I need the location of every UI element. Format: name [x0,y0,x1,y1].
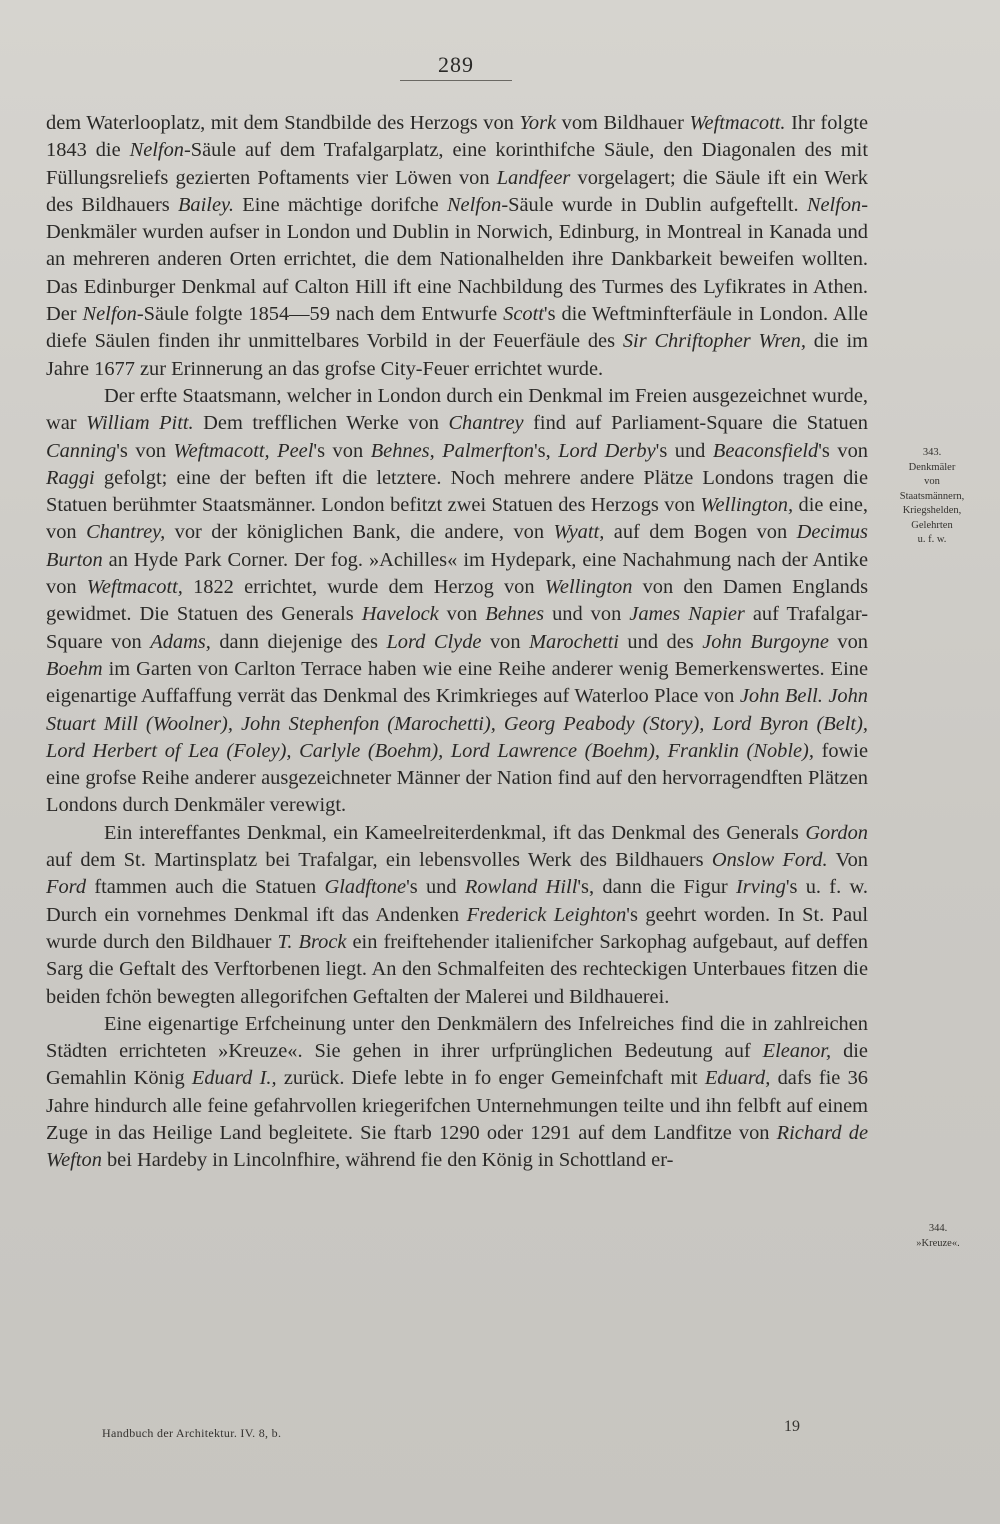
italic-name: Nelfon [446,193,502,216]
paragraph [46,820,868,1011]
paragraph [46,383,868,820]
page-number: 289 [438,52,474,77]
text-run: vorgelagert; die Säule ift ein Werk des Bildhauers [46,166,868,216]
text-run: -Säule folgte 1854—59 nach dem Entwurfe [136,303,504,326]
text-run: -Säule auf dem Trafalgarplatz, eine korinthifche Säule, den Diagonalen des mit Füllungsreliefs gezierten Poftaments vier Löwen von [46,139,868,189]
italic-name: Lord Clyde [386,630,482,653]
italic-name: Adams, [150,630,211,653]
margin-note-343 [876,446,988,548]
italic-name: Canning [46,439,117,462]
text-run: 's von [116,439,174,462]
text-run: die im Jahre 1677 zur Erinnerung an das grofse City-Feuer errichtet wurde. [46,330,869,380]
italic-name: Beaconsfield [712,439,819,462]
text-run: vom Bildhauer [556,112,690,134]
italic-name: Wellington [544,576,633,599]
text-run: dem Waterlooplatz, mit dem Standbilde des Herzogs von [46,112,520,134]
italic-name: Landfeer [496,166,571,189]
italic-name: Chantrey [448,412,524,435]
italic-name: Lord Derby [558,439,656,462]
italic-name: York [519,112,557,134]
text-run: gefolgt; eine der beften ift die letztere. Noch mehrere andere Plätze Londons tragen die Statuen berühmter Staatsmänner. London befitzt zwei Statuen des Herzogs von [46,466,868,517]
italic-name: Ford [46,876,87,899]
margin-note-line: von [924,476,940,487]
text-run: Ihr folgte 1843 die [46,112,868,162]
text-run: auf dem St. Martinsplatz bei Trafalgar, ein lebensvolles Werk des Bildhauers [46,849,712,872]
italic-name: Peel [277,439,314,462]
paragraph [46,110,868,383]
italic-name: Palmerfton [442,439,534,462]
text-run: bei Hardeby in Lincolnfhire, während fie den König in Schottland er- [101,1149,674,1172]
text-run: Ein intereffantes Denkmal, ein Kameelreiterdenkmal, ift das Denkmal des Generals [104,821,806,844]
text-run: Der erfte Staatsmann, welcher in London durch ein Denkmal im Freien ausgezeichnet wurde, war [46,384,868,435]
italic-name: John Stuart Mill (Woolner), John Stephenfon (Marochetti), Georg Peabody (Story), Lord Byron (Belt), Lord Herbert of Lea (Foley), Carlyle (Boehm), Lord Lawrence (Boehm), Franklin (Noble), [46,685,868,762]
text-run: ftammen auch die Statuen [86,876,325,899]
italic-name: William Pitt. [86,412,194,435]
text-run: an Hyde Park Corner. Der fog. »Achilles« im Hydepark, eine Nachahmung nach der Antike von [46,548,868,599]
italic-name: Eduard, [704,1067,771,1090]
text-run: find auf Parliament-Square die Statuen [523,412,868,435]
text-run: und des [618,630,703,653]
margin-note-line: »Kreuze«. [916,1237,960,1249]
text-run: ein freiftehender italienifcher Sarkophag aufgebaut, auf deffen Sarg die Geftalt des Verftorbenen liegt. An den Schmalfeiten des rechteckigen Unterbaues fitzen die beiden fchön bewegten allegorifchen Geftalten der Malerei und Bildhauerei. [46,930,868,1008]
text-run: die Gemahlin König [46,1040,868,1090]
text-run: von [481,630,530,653]
italic-name: Richard de Wefton [46,1121,869,1172]
italic-name: Weftmacott. [689,112,786,134]
italic-name: Irving [735,876,786,899]
body-text [46,110,868,1175]
text-run: -Säule wurde in Dublin aufgeftellt. [501,193,807,216]
italic-name: Boehm [46,657,103,680]
italic-name: Raggi [46,466,95,489]
margin-note-line: Kriegshelden, [902,505,962,516]
text-run: von [828,630,869,653]
italic-name: John Bell. [739,685,823,708]
text-run: 's und [655,439,713,462]
text-run: 's u. f. w. Durch ein vornehmes Denkmal ift das Andenken [46,876,868,926]
italic-name: Frederick Leighton [466,903,627,926]
italic-name: Bailey. [177,193,235,216]
text-run: 's, dann die Figur [577,876,736,899]
margin-note-line: u. f. w. [917,534,947,545]
text-run: 's und [406,876,465,899]
text-run: auf dem Bogen von [604,521,797,544]
italic-name: Sir Chriftopher Wren, [622,330,806,353]
italic-name: Marochetti [529,630,619,653]
italic-name: Gladftone [324,876,407,899]
italic-name: Chantrey, [86,521,166,544]
margin-note-number: 343. [922,447,942,458]
text-run: zurück. Diefe lebte in fo enger Gemeinfchaft mit [276,1067,705,1090]
text-run: dann diejenige des [210,630,387,653]
header-rule [400,80,512,81]
text-run: vor der königlichen Bank, die andere, von [165,521,554,544]
text-run: die eine, von [46,494,868,544]
text-run: 's von [818,439,868,462]
text-run: fowie eine grofse Reihe anderer ausgezeichneter Männer der Nation find auf den hervorragendften Plätzen Londons durch Denkmäler verewigt. [46,739,869,817]
italic-name: T. Brock [277,930,347,953]
italic-name: Wellington, [700,494,794,517]
text-run: 's die Weftminfterfäule in London. Alle diefe Säulen finden ihr unmittelbares Vorbild in der Feuerfäule des [46,303,868,353]
margin-note-line: Staatsmännern, [899,490,965,502]
text-run: von [438,603,486,626]
italic-name: Nelfon [806,193,862,216]
text-run: im Garten von Carlton Terrace haben wie eine Reihe anderer wenig Bemerkenswertes. Eine eigenartige Auffaffung verrät das Denkmal des Krimkrieges auf Waterloo Place von [46,657,868,708]
italic-name: Weftmacott, [173,439,270,462]
text-run: und von [544,603,630,626]
italic-name: Scott [503,303,544,326]
text-run: Dem trefflichen Werke von [193,412,449,435]
italic-name: Nelfon [82,303,137,326]
signature-mark: 19 [784,1418,800,1435]
text-run: Von [827,849,868,872]
paragraph [46,1011,868,1175]
italic-name: Behnes, [370,439,435,462]
footer-title: Handbuch der Architektur. IV. 8, b. [102,1426,282,1440]
italic-name: Eleanor, [762,1040,832,1063]
text-run: 's, [533,439,559,462]
margin-note-344 [882,1222,994,1251]
margin-note-line: Gelehrten [911,519,953,531]
italic-name: Eduard I., [191,1067,277,1090]
text-run: Eine mächtige dorifche [234,193,447,216]
margin-note-line: Denkmäler [908,461,956,473]
text-run: Eine eigenartige Erfcheinung unter den Denkmälern des Infelreiches find die in zahlreichen Städten errichteten »Kreuze«. Sie gehen in ihrer urfprünglichen Bedeutung auf [46,1012,868,1063]
italic-name: Decimus Burton [46,521,868,571]
italic-name: Weftmacott, [86,576,183,599]
italic-name: Behnes [485,603,545,626]
italic-name: Wyatt, [553,521,605,544]
italic-name: Rowland Hill [464,876,578,899]
italic-name: Onslow Ford. [711,849,828,872]
text-run: dafs fie 36 Jahre hindurch alle feine gefahrvollen kriegerifchen Unternehmungen teilte und ihn felbft auf einem Zuge in das Heilige Land begleitete. Sie ftarb 1290 oder 1291 auf dem Landfitze von [46,1067,868,1144]
text-run: auf Trafalgar-Square von [46,603,869,653]
text-run: 's von [313,439,371,462]
text-run: 's geehrt worden. In St. Paul wurde durch den Bildhauer [46,903,868,953]
italic-name: Gordon [805,821,868,844]
italic-name: James Napier [629,603,745,626]
italic-name: Nelfon [129,139,184,162]
italic-name: John Burgoyne [702,630,829,653]
text-run: 1822 errichtet, wurde dem Herzog von [182,576,545,599]
italic-name: Havelock [361,603,439,626]
margin-note-number: 344. [928,1223,948,1234]
text-run: -Denkmäler wurden aufser in London und Dublin in Norwich, Edinburg, in Montreal in Kanada und an mehreren anderen Orten errichtet, die dem Nationalhelden ihre Dankbarkeit beweifen wollten. Das Edinburger Denkmal auf Calton Hill ift eine Nachbildung des Turmes des Lyfikrates in Athen. Der [46,193,869,326]
text-run: von den Damen Englands gewidmet. Die Statuen des Generals [46,576,869,626]
